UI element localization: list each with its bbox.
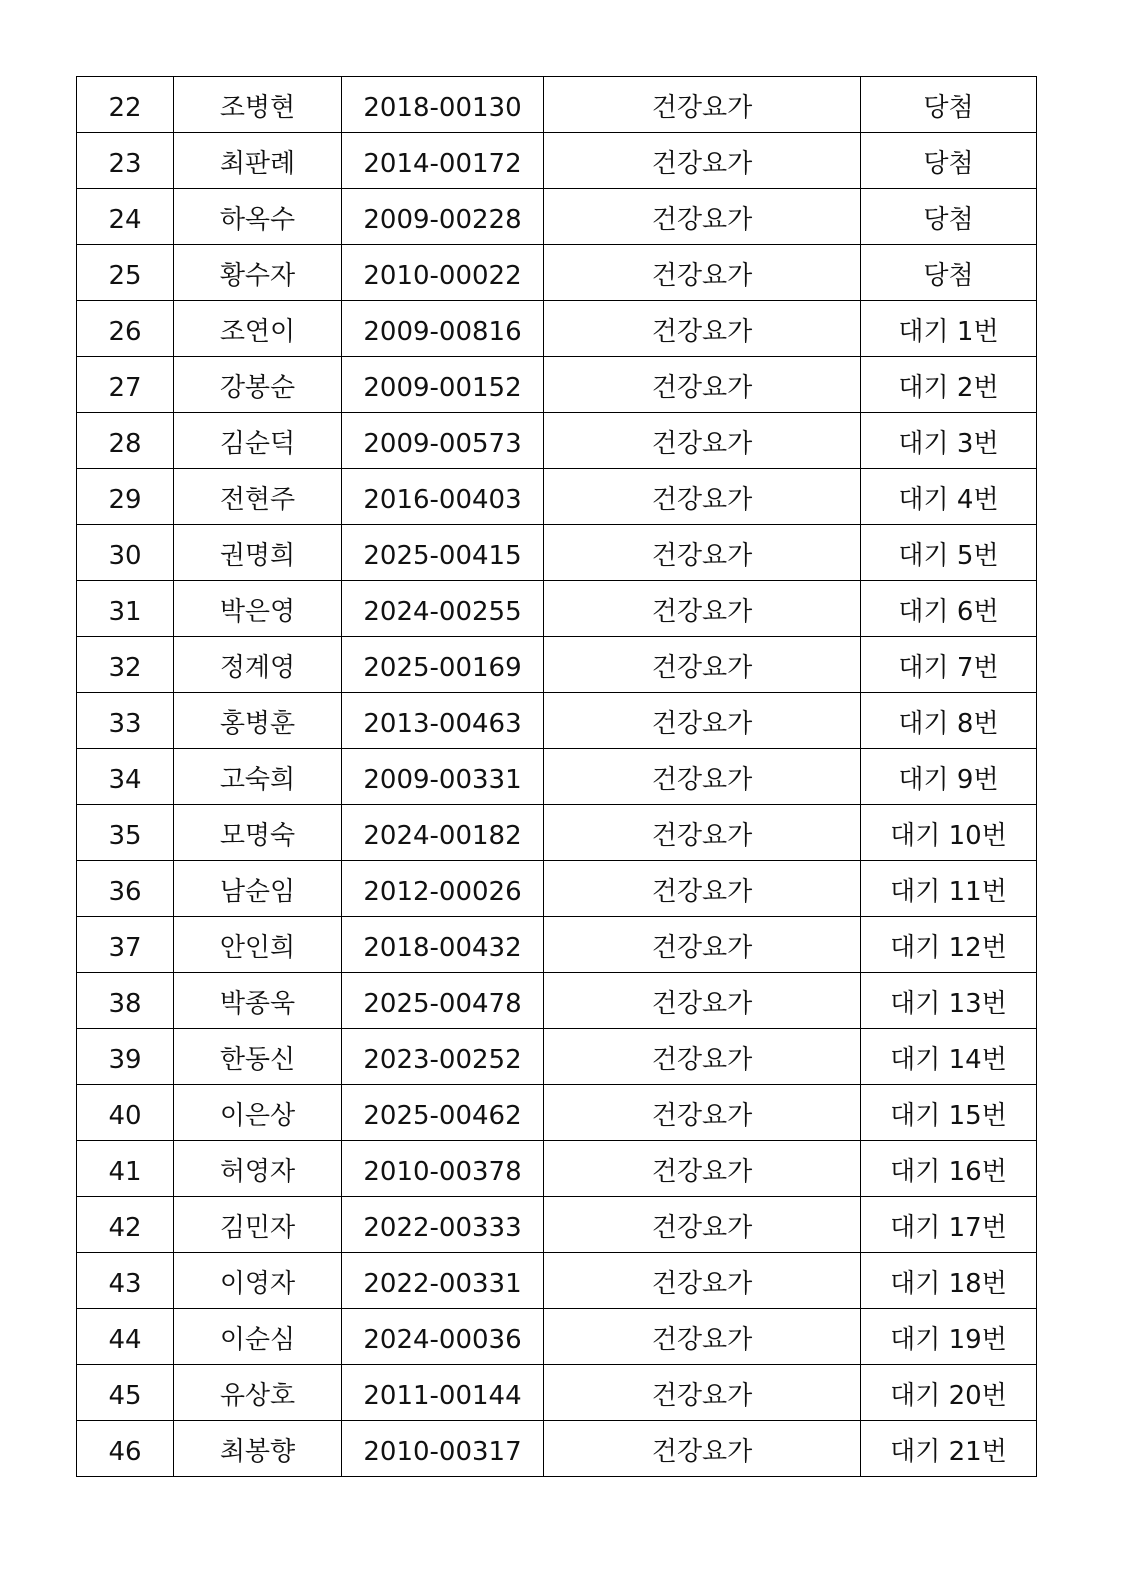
member-name-cell-text: 김순덕	[219, 428, 296, 459]
member-id-cell	[342, 245, 544, 301]
member-name-cell	[174, 1197, 342, 1253]
result-status-cell-text: 대기 4번	[898, 484, 999, 515]
program-cell	[544, 301, 861, 357]
member-id-cell-text: 2025-00478	[363, 988, 522, 1019]
program-cell-text: 건강요가	[651, 1268, 753, 1299]
result-status-cell	[861, 525, 1037, 581]
row-number-cell	[77, 1085, 174, 1141]
member-id-cell-text: 2009-00573	[363, 428, 522, 459]
table-row	[77, 245, 1037, 301]
member-name-cell-text: 홍병훈	[219, 708, 296, 739]
member-name-cell	[174, 189, 342, 245]
table-row	[77, 693, 1037, 749]
program-cell	[544, 1421, 861, 1477]
member-id-cell-text: 2010-00317	[363, 1436, 522, 1467]
member-id-cell	[342, 1421, 544, 1477]
member-name-cell	[174, 133, 342, 189]
result-status-cell-text: 대기 3번	[898, 428, 999, 459]
member-name-cell	[174, 1253, 342, 1309]
member-name-cell-text: 황수자	[219, 260, 296, 291]
program-cell	[544, 189, 861, 245]
table-row	[77, 637, 1037, 693]
result-status-cell	[861, 581, 1037, 637]
member-id-cell-text: 2024-00182	[363, 820, 522, 851]
member-name-cell-text: 강봉순	[219, 372, 296, 403]
row-number-cell	[77, 301, 174, 357]
row-number-cell	[77, 581, 174, 637]
member-name-cell	[174, 1309, 342, 1365]
program-cell-text: 건강요가	[651, 260, 753, 291]
table-row	[77, 749, 1037, 805]
row-number-cell-text: 42	[108, 1212, 142, 1243]
member-name-cell-text: 김민자	[219, 1212, 296, 1243]
row-number-cell-text: 41	[108, 1156, 142, 1187]
result-status-cell-text: 대기 14번	[890, 1044, 1007, 1075]
program-cell	[544, 133, 861, 189]
result-status-cell-text: 대기 9번	[898, 764, 999, 795]
member-id-cell	[342, 301, 544, 357]
member-name-cell-text: 조연이	[219, 316, 296, 347]
result-status-cell-text: 당첨	[923, 260, 974, 291]
member-name-cell-text: 한동신	[219, 1044, 296, 1075]
program-cell-text: 건강요가	[651, 708, 753, 739]
program-cell	[544, 525, 861, 581]
program-cell-text: 건강요가	[651, 596, 753, 627]
row-number-cell	[77, 1365, 174, 1421]
member-id-cell-text: 2012-00026	[363, 876, 522, 907]
program-cell-text: 건강요가	[651, 372, 753, 403]
result-status-cell	[861, 413, 1037, 469]
member-id-cell	[342, 1253, 544, 1309]
row-number-cell	[77, 973, 174, 1029]
table-row	[77, 917, 1037, 973]
program-cell	[544, 245, 861, 301]
program-cell-text: 건강요가	[651, 428, 753, 459]
row-number-cell	[77, 133, 174, 189]
program-cell-text: 건강요가	[651, 764, 753, 795]
member-name-cell	[174, 1085, 342, 1141]
program-cell	[544, 973, 861, 1029]
result-status-cell-text: 대기 20번	[890, 1380, 1007, 1411]
table-row	[77, 1197, 1037, 1253]
member-name-cell	[174, 805, 342, 861]
table-row	[77, 1029, 1037, 1085]
result-status-cell	[861, 637, 1037, 693]
result-status-cell-text: 당첨	[923, 148, 974, 179]
row-number-cell-text: 25	[108, 260, 142, 291]
member-name-cell-text: 안인희	[219, 932, 296, 963]
table-row	[77, 133, 1037, 189]
result-status-cell-text: 당첨	[923, 92, 974, 123]
table-row	[77, 1309, 1037, 1365]
row-number-cell-text: 30	[108, 540, 142, 571]
row-number-cell-text: 35	[108, 820, 142, 851]
member-id-cell-text: 2025-00415	[363, 540, 522, 571]
result-status-cell	[861, 973, 1037, 1029]
table-row	[77, 1365, 1037, 1421]
result-status-cell	[861, 301, 1037, 357]
member-id-cell-text: 2018-00432	[363, 932, 522, 963]
member-id-cell	[342, 77, 544, 133]
program-cell	[544, 581, 861, 637]
program-cell	[544, 413, 861, 469]
program-cell-text: 건강요가	[651, 1212, 753, 1243]
result-status-cell-text: 대기 16번	[890, 1156, 1007, 1187]
member-name-cell-text: 고숙희	[219, 764, 296, 795]
member-id-cell-text: 2013-00463	[363, 708, 522, 739]
member-name-cell	[174, 973, 342, 1029]
member-id-cell-text: 2009-00152	[363, 372, 522, 403]
program-cell	[544, 1309, 861, 1365]
program-cell	[544, 805, 861, 861]
program-cell	[544, 469, 861, 525]
member-id-cell	[342, 917, 544, 973]
result-status-cell	[861, 469, 1037, 525]
row-number-cell	[77, 805, 174, 861]
result-status-cell	[861, 1309, 1037, 1365]
row-number-cell	[77, 357, 174, 413]
member-name-cell	[174, 301, 342, 357]
table-row	[77, 1141, 1037, 1197]
row-number-cell-text: 44	[108, 1324, 142, 1355]
result-status-cell	[861, 1029, 1037, 1085]
member-name-cell-text: 남순임	[219, 876, 296, 907]
member-id-cell-text: 2009-00331	[363, 764, 522, 795]
table-row	[77, 805, 1037, 861]
result-status-cell	[861, 1085, 1037, 1141]
member-id-cell-text: 2025-00169	[363, 652, 522, 683]
member-name-cell-text: 최봉향	[219, 1436, 296, 1467]
row-number-cell-text: 32	[108, 652, 142, 683]
member-name-cell	[174, 581, 342, 637]
member-name-cell-text: 전현주	[219, 484, 296, 515]
row-number-cell	[77, 861, 174, 917]
result-status-cell-text: 대기 2번	[898, 372, 999, 403]
result-status-cell-text: 대기 15번	[890, 1100, 1007, 1131]
member-id-cell	[342, 693, 544, 749]
member-id-cell	[342, 357, 544, 413]
row-number-cell-text: 36	[108, 876, 142, 907]
row-number-cell-text: 26	[108, 316, 142, 347]
program-cell	[544, 637, 861, 693]
program-cell-text: 건강요가	[651, 540, 753, 571]
member-id-cell-text: 2011-00144	[363, 1380, 522, 1411]
row-number-cell	[77, 469, 174, 525]
member-id-cell	[342, 189, 544, 245]
result-status-cell-text: 대기 18번	[890, 1268, 1007, 1299]
table-row	[77, 581, 1037, 637]
result-status-cell-text: 대기 12번	[890, 932, 1007, 963]
program-cell-text: 건강요가	[651, 1100, 753, 1131]
member-name-cell-text: 유상호	[219, 1380, 296, 1411]
program-cell-text: 건강요가	[651, 932, 753, 963]
member-name-cell-text: 박은영	[219, 596, 296, 627]
program-cell	[544, 1085, 861, 1141]
result-status-cell-text: 대기 11번	[890, 876, 1007, 907]
program-cell	[544, 749, 861, 805]
member-name-cell-text: 최판례	[219, 148, 296, 179]
row-number-cell	[77, 917, 174, 973]
member-id-cell-text: 2010-00378	[363, 1156, 522, 1187]
result-status-cell	[861, 77, 1037, 133]
member-id-cell	[342, 973, 544, 1029]
program-cell	[544, 1365, 861, 1421]
member-id-cell	[342, 637, 544, 693]
row-number-cell-text: 29	[108, 484, 142, 515]
result-status-cell	[861, 1197, 1037, 1253]
member-id-cell	[342, 413, 544, 469]
table-row	[77, 413, 1037, 469]
member-id-cell	[342, 581, 544, 637]
result-status-cell	[861, 189, 1037, 245]
row-number-cell	[77, 525, 174, 581]
member-name-cell	[174, 1141, 342, 1197]
row-number-cell	[77, 637, 174, 693]
row-number-cell	[77, 1141, 174, 1197]
row-number-cell-text: 22	[108, 92, 142, 123]
program-cell-text: 건강요가	[651, 1324, 753, 1355]
result-status-cell-text: 대기 6번	[898, 596, 999, 627]
table-row	[77, 973, 1037, 1029]
program-cell	[544, 861, 861, 917]
member-id-cell-text: 2016-00403	[363, 484, 522, 515]
row-number-cell	[77, 1029, 174, 1085]
member-name-cell	[174, 861, 342, 917]
row-number-cell	[77, 1421, 174, 1477]
row-number-cell	[77, 77, 174, 133]
result-status-cell-text: 대기 8번	[898, 708, 999, 739]
result-status-cell-text: 대기 21번	[890, 1436, 1007, 1467]
result-status-cell-text: 대기 7번	[898, 652, 999, 683]
program-cell	[544, 357, 861, 413]
member-name-cell-text: 조병현	[219, 92, 296, 123]
member-name-cell-text: 하옥수	[219, 204, 296, 235]
program-cell	[544, 77, 861, 133]
result-status-cell	[861, 133, 1037, 189]
lottery-results-table	[76, 76, 1037, 1477]
program-cell-text: 건강요가	[651, 652, 753, 683]
row-number-cell	[77, 749, 174, 805]
result-status-cell-text: 대기 1번	[898, 316, 999, 347]
member-name-cell-text: 모명숙	[219, 820, 296, 851]
member-id-cell	[342, 469, 544, 525]
member-id-cell	[342, 1085, 544, 1141]
row-number-cell	[77, 1309, 174, 1365]
row-number-cell-text: 43	[108, 1268, 142, 1299]
row-number-cell-text: 34	[108, 764, 142, 795]
row-number-cell-text: 27	[108, 372, 142, 403]
result-status-cell-text: 대기 17번	[890, 1212, 1007, 1243]
member-id-cell-text: 2022-00333	[363, 1212, 522, 1243]
member-name-cell	[174, 77, 342, 133]
member-name-cell-text: 허영자	[219, 1156, 296, 1187]
member-id-cell-text: 2009-00816	[363, 316, 522, 347]
result-status-cell	[861, 357, 1037, 413]
row-number-cell-text: 45	[108, 1380, 142, 1411]
table-row	[77, 189, 1037, 245]
member-id-cell	[342, 1141, 544, 1197]
result-status-cell	[861, 861, 1037, 917]
program-cell-text: 건강요가	[651, 1044, 753, 1075]
row-number-cell	[77, 189, 174, 245]
member-name-cell	[174, 1365, 342, 1421]
member-id-cell	[342, 1029, 544, 1085]
program-cell	[544, 917, 861, 973]
member-id-cell-text: 2009-00228	[363, 204, 522, 235]
member-name-cell	[174, 413, 342, 469]
member-name-cell	[174, 469, 342, 525]
program-cell	[544, 1197, 861, 1253]
row-number-cell	[77, 1197, 174, 1253]
program-cell-text: 건강요가	[651, 92, 753, 123]
program-cell-text: 건강요가	[651, 876, 753, 907]
result-status-cell	[861, 693, 1037, 749]
member-id-cell	[342, 1309, 544, 1365]
member-name-cell	[174, 749, 342, 805]
program-cell-text: 건강요가	[651, 148, 753, 179]
row-number-cell-text: 24	[108, 204, 142, 235]
member-id-cell-text: 2010-00022	[363, 260, 522, 291]
row-number-cell-text: 31	[108, 596, 142, 627]
row-number-cell-text: 40	[108, 1100, 142, 1131]
row-number-cell-text: 39	[108, 1044, 142, 1075]
member-name-cell	[174, 525, 342, 581]
program-cell	[544, 1253, 861, 1309]
table-row	[77, 77, 1037, 133]
result-status-cell	[861, 1253, 1037, 1309]
member-id-cell	[342, 805, 544, 861]
member-name-cell-text: 권명희	[219, 540, 296, 571]
program-cell-text: 건강요가	[651, 316, 753, 347]
member-name-cell	[174, 637, 342, 693]
result-status-cell	[861, 805, 1037, 861]
table-row	[77, 301, 1037, 357]
member-id-cell	[342, 133, 544, 189]
program-cell-text: 건강요가	[651, 820, 753, 851]
result-status-cell-text: 대기 19번	[890, 1324, 1007, 1355]
member-id-cell	[342, 1197, 544, 1253]
member-id-cell-text: 2018-00130	[363, 92, 522, 123]
result-status-cell	[861, 1421, 1037, 1477]
member-id-cell-text: 2014-00172	[363, 148, 522, 179]
member-id-cell	[342, 525, 544, 581]
row-number-cell-text: 33	[108, 708, 142, 739]
table-row	[77, 357, 1037, 413]
result-status-cell-text: 당첨	[923, 204, 974, 235]
table-row	[77, 469, 1037, 525]
table-row	[77, 1421, 1037, 1477]
member-name-cell-text: 이순심	[219, 1324, 296, 1355]
result-status-cell	[861, 1141, 1037, 1197]
member-id-cell	[342, 749, 544, 805]
result-status-cell	[861, 749, 1037, 805]
member-name-cell	[174, 1421, 342, 1477]
member-id-cell-text: 2022-00331	[363, 1268, 522, 1299]
row-number-cell-text: 28	[108, 428, 142, 459]
result-status-cell	[861, 245, 1037, 301]
table-body	[77, 77, 1037, 1477]
table-row	[77, 861, 1037, 917]
member-name-cell	[174, 357, 342, 413]
table-row	[77, 1085, 1037, 1141]
member-id-cell-text: 2024-00036	[363, 1324, 522, 1355]
member-id-cell	[342, 861, 544, 917]
program-cell	[544, 1029, 861, 1085]
result-status-cell-text: 대기 13번	[890, 988, 1007, 1019]
program-cell-text: 건강요가	[651, 1380, 753, 1411]
row-number-cell-text: 46	[108, 1436, 142, 1467]
row-number-cell-text: 38	[108, 988, 142, 1019]
row-number-cell	[77, 413, 174, 469]
program-cell	[544, 693, 861, 749]
row-number-cell-text: 23	[108, 148, 142, 179]
program-cell-text: 건강요가	[651, 988, 753, 1019]
program-cell-text: 건강요가	[651, 484, 753, 515]
member-name-cell-text: 이영자	[219, 1268, 296, 1299]
member-name-cell-text: 박종욱	[219, 988, 296, 1019]
result-status-cell-text: 대기 5번	[898, 540, 999, 571]
program-cell-text: 건강요가	[651, 1156, 753, 1187]
member-id-cell-text: 2023-00252	[363, 1044, 522, 1075]
row-number-cell-text: 37	[108, 932, 142, 963]
program-cell	[544, 1141, 861, 1197]
table-row	[77, 1253, 1037, 1309]
member-name-cell	[174, 245, 342, 301]
program-cell-text: 건강요가	[651, 204, 753, 235]
member-name-cell	[174, 693, 342, 749]
result-status-cell	[861, 1365, 1037, 1421]
member-name-cell-text: 정계영	[219, 652, 296, 683]
member-name-cell	[174, 1029, 342, 1085]
row-number-cell	[77, 693, 174, 749]
program-cell-text: 건강요가	[651, 1436, 753, 1467]
member-name-cell	[174, 917, 342, 973]
table-row	[77, 525, 1037, 581]
row-number-cell	[77, 1253, 174, 1309]
row-number-cell	[77, 245, 174, 301]
member-id-cell-text: 2025-00462	[363, 1100, 522, 1131]
result-status-cell-text: 대기 10번	[890, 820, 1007, 851]
member-id-cell-text: 2024-00255	[363, 596, 522, 627]
member-id-cell	[342, 1365, 544, 1421]
result-status-cell	[861, 917, 1037, 973]
member-name-cell-text: 이은상	[219, 1100, 296, 1131]
